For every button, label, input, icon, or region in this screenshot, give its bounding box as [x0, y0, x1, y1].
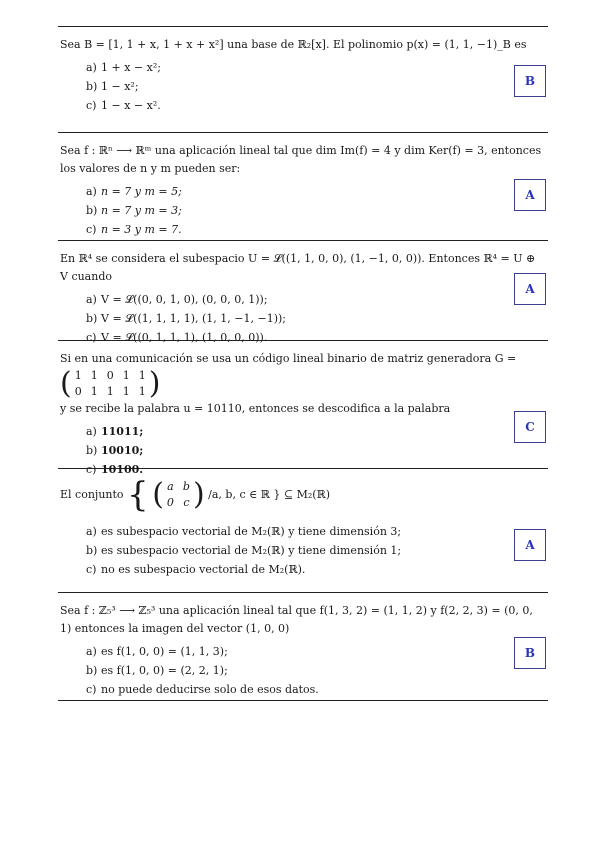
option-b: b) es f(1, 0, 0) = (2, 2, 1);	[86, 664, 228, 677]
option-list	[60, 182, 548, 239]
option-a: a) n = 7 y m = 5;	[86, 185, 182, 198]
option-b: b) V = 𝓛((1, 1, 1, 1), (1, 1, −1, −1));	[86, 312, 286, 325]
option-c: c) 10100.	[86, 463, 144, 476]
question-stem: En ℝ⁴ se considera el subespacio U = 𝓛((1, 1, 0, 0), (1, −1, 0, 0)). Entonces ℝ⁴ = U ⊕ V cuando	[60, 252, 536, 283]
question-5	[58, 469, 548, 592]
option-c: c) V = 𝓛((0, 1, 1, 1), (1, 0, 0, 0)).	[86, 331, 268, 344]
answer-box: A	[514, 529, 546, 561]
option-a: a) es f(1, 0, 0) = (1, 1, 3);	[86, 645, 228, 658]
question-3	[58, 241, 548, 344]
option-list	[60, 522, 548, 579]
divider	[58, 700, 548, 701]
question-stem: Sea f : ℤ₅³ ⟶ ℤ₅³ una aplicación lineal tal que f(1, 3, 2) = (1, 1, 2) y f(2, 2, 3) = (0, 0, 1) entonces la imagen del vector (1, 0, 0)	[60, 604, 533, 635]
question-stem: Sea B = [1, 1 + x, 1 + x + x²] una base de ℝ₂[x]. El polinomio p(x) = (1, 1, −1)_B es	[60, 38, 527, 51]
option-list	[60, 290, 548, 347]
option-c: c) no es subespacio vectorial de M₂(ℝ).	[86, 563, 306, 576]
option-b: b) 1 − x²;	[86, 80, 139, 93]
question-stem: Si en una comunicación se usa un código lineal binario de matriz generadora G = ( 1 1 0 1 1 0 1 1 1 1 ) y se recibe la palabra u = 10110, entonces se descodifica a la palabra	[60, 352, 517, 415]
question-1	[58, 27, 548, 132]
question-6	[58, 593, 548, 700]
answer-box: C	[514, 411, 546, 443]
option-c: c) n = 3 y m = 7.	[86, 223, 182, 236]
option-a: a) 11011;	[86, 425, 144, 438]
answer-box: B	[514, 65, 546, 97]
set-matrix: ( a b 0 c )	[152, 477, 205, 512]
question-stem: Sea f : ℝⁿ ⟶ ℝᵐ una aplicación lineal tal que dim Im(f) = 4 y dim Ker(f) = 3, entonces los valores de n y m pueden ser:	[60, 144, 542, 175]
option-b: b) 10010;	[86, 444, 144, 457]
option-b: b) es subespacio vectorial de M₂(ℝ) y tiene dimensión 1;	[86, 544, 402, 557]
option-a: a) V = 𝓛((0, 0, 1, 0), (0, 0, 0, 1));	[86, 293, 268, 306]
option-a: a) 1 + x − x²;	[86, 61, 161, 74]
question-stem: El conjunto { ( a b 0 c ) /a, b, c ∈ ℝ } ⊆ M₂(ℝ)	[60, 475, 331, 515]
option-b: b) n = 7 y m = 3;	[86, 204, 182, 217]
generator-matrix: ( 1 1 0 1 1 0 1 1 1 1 )	[60, 366, 161, 401]
option-list	[60, 58, 548, 115]
option-c: c) no puede deducirse solo de esos datos.	[86, 683, 319, 696]
question-4	[58, 341, 548, 476]
question-2	[58, 133, 548, 240]
exam-sheet	[58, 26, 548, 701]
option-list	[60, 642, 548, 699]
answer-box: A	[514, 273, 546, 305]
answer-box: A	[514, 179, 546, 211]
option-a: a) es subespacio vectorial de M₂(ℝ) y tiene dimensión 3;	[86, 525, 402, 538]
option-c: c) 1 − x − x².	[86, 99, 161, 112]
answer-box: B	[514, 637, 546, 669]
